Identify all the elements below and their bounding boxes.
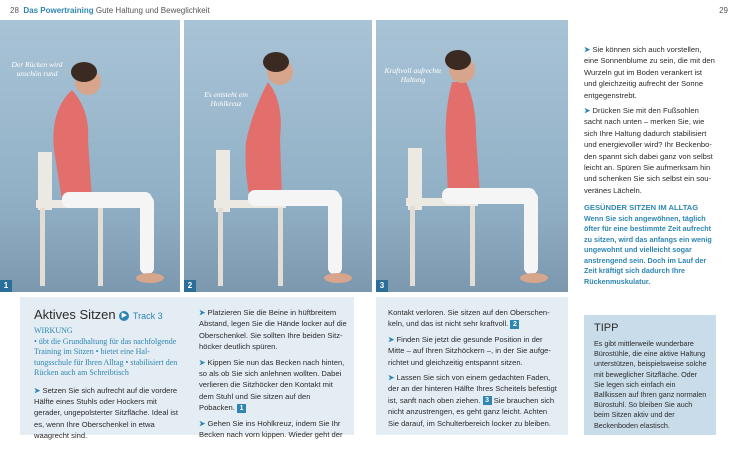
photo-1-caption: Der Rücken wird unschön rund: [11, 60, 63, 78]
effect-item: • bietet eine Haltungsschule für Ihren Alltag: [34, 347, 150, 367]
paragraph: Kontakt verloren. Sie sitzen auf den Oberschenkeln, und das ist nicht sehr kraftvoll. 2: [388, 308, 550, 329]
exercise-intro: [34, 307, 179, 446]
right-column: [584, 44, 716, 287]
photo-2-number: 2: [184, 280, 196, 292]
paragraph: ➤ Sie können sich auch vorstellen, eine Sonnenblume zu sein, die mit den Wurzeln gut im Boden verankert ist und gleichzeitig aufrecht der Sonne entgegenstrebt.: [584, 45, 715, 100]
arrow-icon: ➤: [584, 106, 591, 116]
paragraph: ➤ Lassen Sie sich von einem gedachten Faden, der an der hinteren Hälfte Ihres Scheitels befestigt ist, sanft nach oben ziehen. 3 Sie brauchen sich nicht anzustrengen, es geht ganz leicht. Achten Sie darauf, im Schulterbereich locker zu bleiben.: [388, 373, 557, 428]
paragraph: ➤ Drücken Sie mit den Fußsohlen sacht nach unten – merken Sie, wie sich Ihre Haltung dadurch stabilisiert und energievoller wird? Ihr Beckenboden spannt sich dabei ganz von selbst leicht an. Spüren Sie aufmerksam hin und schenken Sie sich selbst ein souveränes Lächeln.: [584, 106, 713, 195]
section-title: Das Powertraining: [23, 6, 94, 15]
photo-3: [376, 20, 568, 292]
photo-1-number: 1: [0, 280, 12, 292]
effect-item: • übt die Grundhaltung für das nachfolgende Training im Sitzen: [34, 336, 177, 356]
arrow-icon: ➤: [199, 418, 206, 428]
tip-title: TIPP: [594, 322, 619, 334]
exercise-title: Aktives Sitzen: [34, 307, 116, 322]
paragraph: ➤ Gehen Sie ins Hohlkreuz, indem Sie Ihr Becken nach vorn kippen. Wieder geht der: [199, 418, 343, 440]
photo-reference-badge: 1: [237, 404, 246, 413]
arrow-icon: ➤: [199, 308, 206, 317]
illustration-hollow-back: [184, 20, 372, 292]
page-number-right: 29: [719, 6, 728, 15]
info-box-title: GESÜNDER SITZEN IM ALLTAG: [584, 203, 699, 213]
track-label[interactable]: Track 3: [132, 311, 163, 321]
section-subtitle: Gute Haltung und Beweglichkeit: [95, 6, 210, 15]
paragraph: ➤ Setzen Sie sich aufrecht auf die vordere Hälfte eines Stuhls oder Hockers mit gerader, ungepolsterter Sitzfläche. Ideal ist es, wenn Ihre Oberschenkel in etwa waagrecht sind.: [34, 385, 178, 441]
info-box-text: Wenn Sie sich angewöhnen, täglich öfter für eine bestimmte Zeit aufrecht zu sitzen, wird das anfangs ein wenig ungewohnt und vielleicht sogar anstrengend sein. Doch im Lauf der Zeit kräftigt sich dadurch Ihre Rückenmuskulatur.: [584, 213, 712, 286]
exercise-steps-col3: [388, 307, 560, 433]
exercise-steps-col2: [199, 307, 347, 444]
photo-2-caption: Es entsteht ein Hohlkreuz: [204, 90, 248, 108]
photo-reference-badge: 2: [510, 320, 519, 329]
photo-2: [184, 20, 372, 292]
photo-3-number: 3: [376, 280, 388, 292]
paragraph: ➤ Platzieren Sie die Beine in hüftbreitem Abstand, legen Sie die Hände locker auf die Oberschenkel. Sie sollten Ihre beiden Sitzhöcker deutlich spüren.: [199, 308, 347, 352]
photo-reference-badge: 3: [483, 396, 492, 405]
arrow-icon: ➤: [388, 334, 395, 344]
effect-label: WIRKUNG: [34, 326, 73, 335]
audio-play-icon[interactable]: ▶: [119, 311, 129, 321]
effect-block: [34, 326, 179, 379]
paragraph: ➤ Kippen Sie nun das Becken nach hinten, so als ob Sie sich anlehnen wollten. Dabei verlieren die Sitzhöcker den Kontakt mit dem Stuhl und Sie sitzen auf den Pobacken. 1: [199, 357, 345, 413]
paragraph: ➤ Finden Sie jetzt die gesunde Position in der Mitte – auf Ihren Sitzhöckern –, in der Sie aufgerichtet und gleichzeitig entspannt sitzen.: [388, 334, 551, 367]
page-number-left: 28: [10, 6, 19, 15]
photo-3-caption: Kraftvoll aufrechte Haltung: [384, 66, 442, 84]
exercise-heading: [34, 307, 179, 324]
tip-box: [584, 315, 716, 435]
arrow-icon: ➤: [34, 385, 41, 395]
arrow-icon: ➤: [584, 45, 591, 54]
photo-1: [0, 20, 180, 292]
page-header-left: [10, 6, 210, 15]
tip-text: Es gibt mittlerweile wunderbare Bürostühle, die eine aktive Haltung unterstützen, beispielsweise solche mit beweglicher Sitzfläche. Oder Sie legen sich einfach ein Ballkissen auf Ihren ganz normalen Bürostuhl. So bleiben Sie auch beim Sitzen aktiv und der Beckenboden elastisch.: [594, 339, 707, 430]
arrow-icon: ➤: [388, 373, 395, 383]
effect-item: • stabilisiert den Rücken auch am Schreibtisch: [34, 357, 178, 377]
illustration-upright-sitting: [376, 20, 568, 292]
arrow-icon: ➤: [199, 357, 206, 367]
